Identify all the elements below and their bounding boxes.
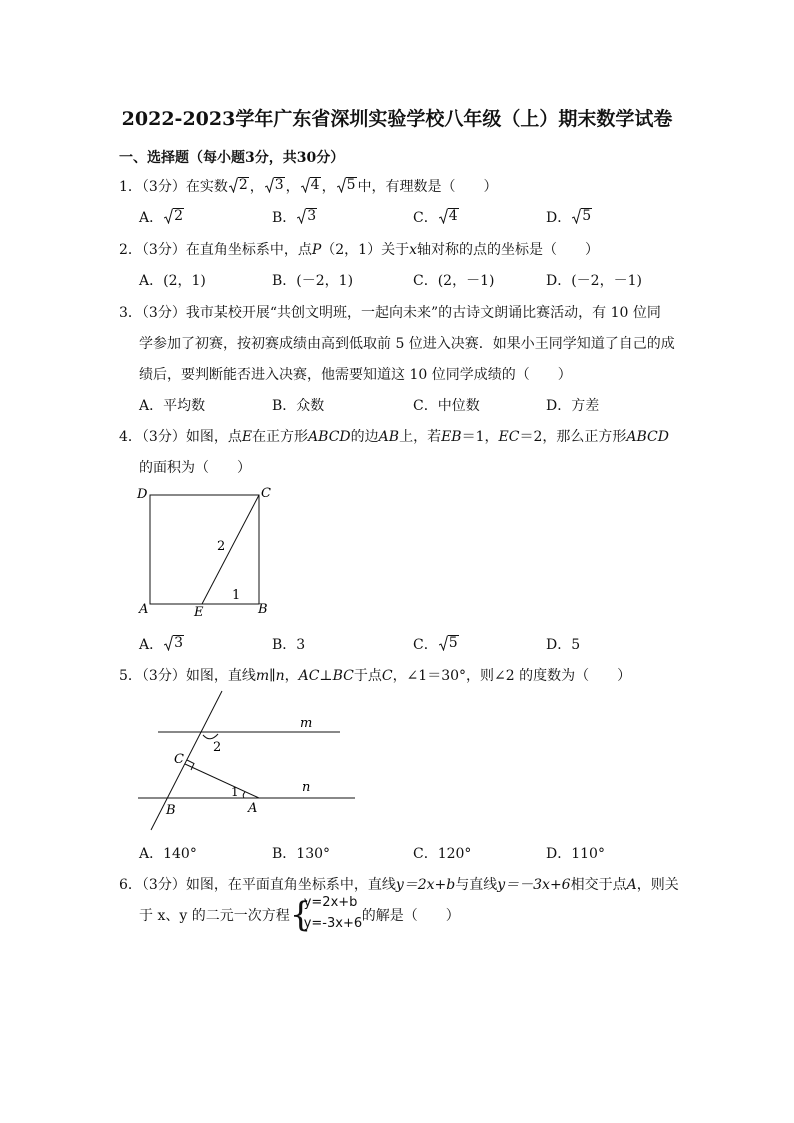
- label-d: D: [137, 487, 148, 502]
- page-title: 2022-2023学年广东省深圳实验学校八年级（上）期末数学试卷: [121, 108, 673, 130]
- parallel-lines-figure: [130, 688, 370, 836]
- sqrt-icon: 5: [572, 208, 592, 224]
- sqrt-icon: [265, 177, 285, 193]
- radicand: 4: [310, 177, 320, 193]
- sqrt-icon: [229, 177, 249, 193]
- sqrt-icon: 4: [439, 208, 459, 224]
- radicand: 3: [274, 177, 284, 193]
- q5-option-b[interactable]: B．130°: [272, 846, 331, 862]
- label-a: A: [139, 602, 149, 617]
- q1-tail: 中，有理数是（ ）: [357, 179, 498, 195]
- q4-option-b[interactable]: B．3: [272, 637, 306, 653]
- equation-system: [290, 895, 362, 935]
- comma: ，: [285, 179, 300, 195]
- label-length-2: 2: [217, 539, 226, 554]
- question-6-line-2: 于 x、y 的二元一次方程 { y=2x+b y=-3x+6 的解是（ ）: [139, 895, 460, 935]
- label-a: A: [248, 801, 258, 816]
- question-2: 2．（3分）在直角坐标系中，点P（2，1）关于x轴对称的点的坐标是（ ）: [119, 242, 599, 258]
- q2-option-a[interactable]: A．(2，1): [139, 273, 206, 289]
- question-4-line-2: 的面积为（ ）: [139, 460, 251, 476]
- q3-option-c[interactable]: C．中位数: [413, 398, 480, 414]
- q4-option-a[interactable]: A． 3: [139, 635, 184, 653]
- sqrt-icon: [301, 177, 321, 193]
- segment-ec: [202, 495, 259, 604]
- brace-icon: {: [289, 895, 312, 935]
- q3-option-d[interactable]: D．方差: [546, 398, 600, 414]
- q3-option-b[interactable]: B．众数: [272, 398, 325, 414]
- label-b: B: [258, 602, 268, 617]
- comma: ，: [321, 179, 336, 195]
- q4-option-d[interactable]: D．5: [546, 637, 581, 653]
- sqrt-icon: 3: [164, 635, 184, 651]
- question-3-line-1: 3．（3分）我市某校开展“共创文明班，一起向未来”的古诗文朗诵比赛活动，有 10 位同: [119, 305, 661, 321]
- square-abcd: [150, 495, 259, 604]
- sqrt-icon: [337, 177, 357, 193]
- square-figure: [130, 482, 280, 622]
- label-e: E: [194, 605, 204, 620]
- label-b: B: [166, 803, 176, 818]
- radicand: 2: [238, 177, 248, 193]
- comma: ，: [249, 179, 264, 195]
- angle-2-arc: [203, 734, 218, 739]
- question-3-line-2: 学参加了初赛，按初赛成绩由高到低取前 5 位进入决赛．如果小王同学知道了自己的成: [139, 336, 675, 352]
- question-5: 5．（3分）如图，直线m∥n，AC⊥BC于点C，∠1＝30°，则∠2 的度数为（ ）: [119, 668, 632, 684]
- label-m: m: [300, 716, 313, 731]
- question-4-line-1: 4．（3分）如图，点E在正方形ABCD的边AB上，若EB＝1，EC＝2，那么正方形ABCD: [119, 429, 669, 445]
- q5-option-a[interactable]: A．140°: [139, 846, 197, 862]
- segment-ca: [185, 764, 259, 798]
- label-c: C: [174, 752, 184, 767]
- sqrt-icon: 2: [164, 208, 184, 224]
- label-n: n: [302, 780, 311, 795]
- q5-option-c[interactable]: C．120°: [413, 846, 472, 862]
- label-length-1: 1: [232, 588, 241, 603]
- q1-option-a[interactable]: A． 2: [139, 208, 184, 226]
- q2-option-c[interactable]: C．(2，－1): [413, 273, 495, 289]
- transversal-bc: [151, 691, 222, 830]
- equation-2: y=-3x+6: [303, 916, 363, 931]
- section-heading: 一、选择题（每小题3分，共30分）: [119, 150, 345, 166]
- q2-option-b[interactable]: B．(－2，1): [272, 273, 354, 289]
- label-c: C: [261, 486, 271, 501]
- question-6-line-1: 6．（3分）如图，在平面直角坐标系中，直线y＝2x+b与直线y＝－3x+6相交于点A，则关: [119, 877, 679, 893]
- radicand: 5: [346, 177, 356, 193]
- label-angle-1: 1: [231, 785, 239, 799]
- sqrt-icon: 3: [297, 208, 317, 224]
- label-angle-2: 2: [213, 740, 222, 755]
- angle-1-arc: [243, 792, 245, 798]
- q1-option-b[interactable]: B． 3: [272, 208, 317, 226]
- question-1: [119, 176, 498, 196]
- sqrt-icon: 5: [439, 635, 459, 651]
- q1-option-d[interactable]: D． 5: [546, 208, 592, 226]
- q4-option-c[interactable]: C． 5: [413, 635, 458, 653]
- q1-option-c[interactable]: C． 4: [413, 208, 458, 226]
- q2-option-d[interactable]: D．(－2，－1): [546, 273, 642, 289]
- q5-option-d[interactable]: D．110°: [546, 846, 605, 862]
- question-3-line-3: 绩后，要判断能否进入决赛，他需要知道这 10 位同学成绩的（ ）: [139, 367, 572, 383]
- q3-option-a[interactable]: A．平均数: [139, 398, 206, 414]
- equation-1: y=2x+b: [303, 895, 358, 910]
- q1-stem: 1．（3分）在实数: [119, 179, 228, 195]
